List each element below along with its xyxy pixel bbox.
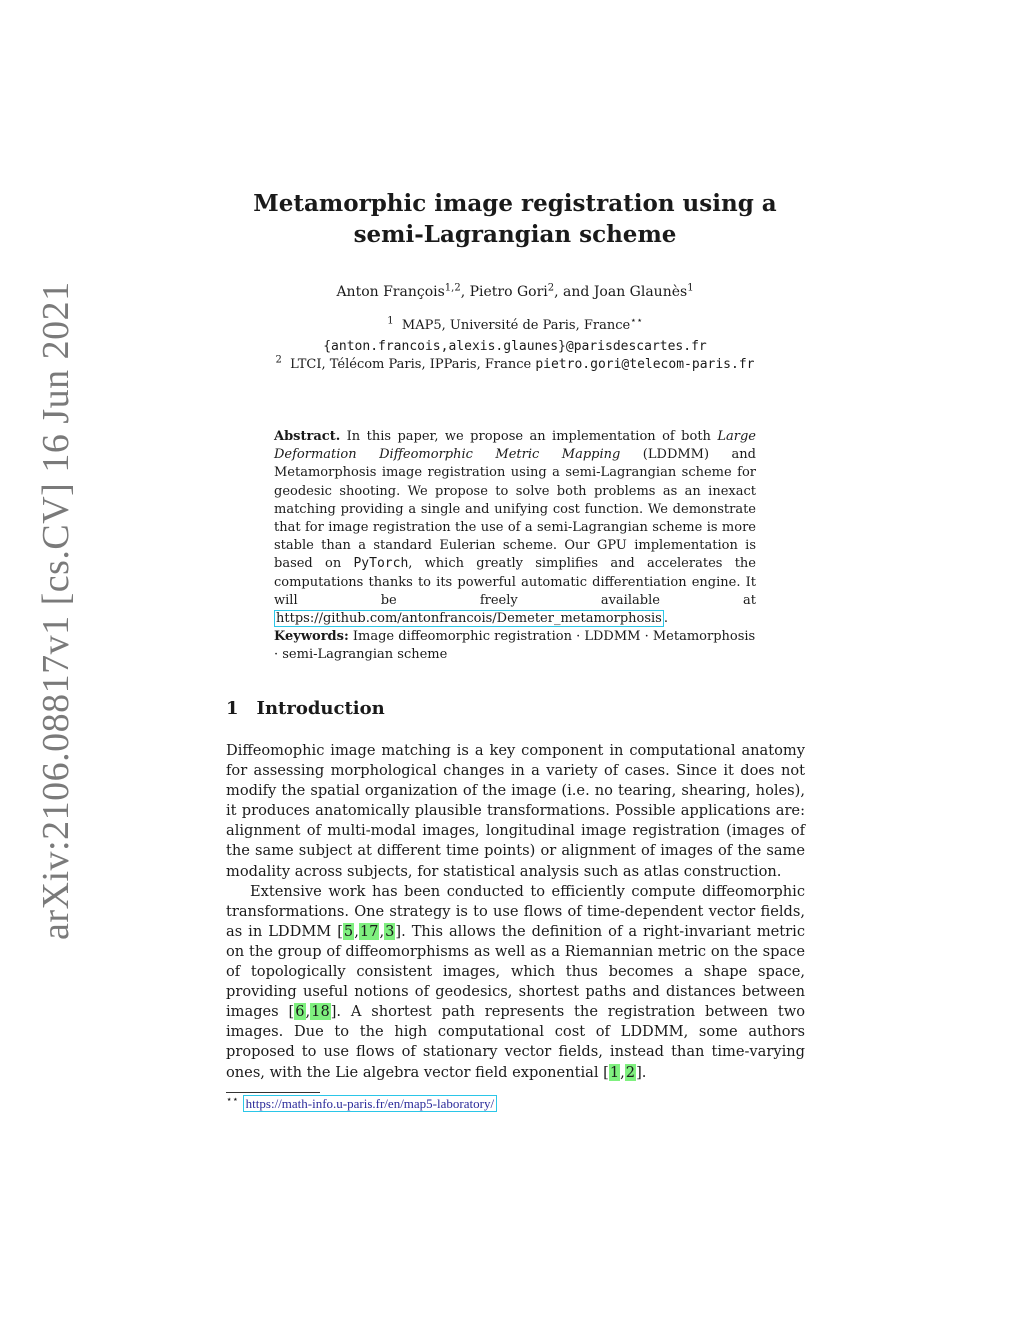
affiliation-2 [225, 354, 805, 372]
abstract-text-1: In this paper, we propose an implementation of both [340, 429, 718, 444]
section-number: 1 [226, 698, 239, 719]
citation-3[interactable]: 3 [385, 922, 395, 940]
citation-18[interactable]: 18 [311, 1003, 330, 1021]
keywords [274, 628, 756, 664]
author-2-sup: 2 [547, 282, 555, 294]
citation-1[interactable]: 1 [609, 1063, 620, 1081]
title-line-2: semi-Lagrangian scheme [353, 221, 677, 248]
abstract-text-2: (LDDMM) and Metamorphosis image registration using a semi-Lagrangian scheme for geodesic shooting. We propose to solve both problems as an inexact matching providing a single and unifying cost function. We demonstrate that for image registration the use of a semi-Lagrangian scheme is more stable than a standard Eulerian scheme. Our GPU implementation is based on [274, 447, 756, 572]
abstract [274, 428, 756, 628]
citation-17[interactable]: 17 [359, 922, 379, 940]
author-1: Anton François [336, 284, 445, 300]
footnote-mark: ⋆⋆ [226, 1094, 239, 1106]
affiliation-1-mark: 1 [387, 315, 394, 327]
affiliation-1 [225, 315, 805, 333]
keywords-text: Image diffeomorphic registration · LDDMM · Metamorphosis · semi-Lagrangian scheme [274, 629, 756, 663]
title-line-1: Metamorphic image registration using a [253, 190, 777, 217]
citation-5[interactable]: 5 [343, 922, 354, 940]
p2-text-a: Extensive work has been conducted to efficiently compute diffeomorphic transformations. One strategy is to use flows of time-dependent vector fields, as in LDDMM [ [226, 882, 805, 940]
email-2: pietro.gori@telecom-paris.fr [535, 357, 755, 372]
author-2: , Pietro Gori [460, 284, 548, 300]
footnote-rule [226, 1092, 320, 1093]
section-title: Introduction [256, 698, 385, 719]
abstract-italic: Large Deformation Diffeomorphic Metric Mapping [274, 429, 756, 463]
authors [225, 284, 805, 300]
citation-6[interactable]: 6 [295, 1003, 305, 1021]
affiliation-1-star: ⋆⋆ [630, 315, 643, 327]
github-link[interactable]: https://github.com/antonfrancois/Demeter_metamorphosis [276, 611, 662, 627]
p2-text-c: ]. A shortest path represents the registration between two images. Due to the high computational cost of LDDMM, some authors proposed to use flows of stationary vector fields, instead than time-varying ones, with the Lie algebra vector field exponential [ [226, 1003, 805, 1081]
abstract-text-3: , which greatly simplifies and accelerates the computations thanks to its powerful automatic differentiation engine. It will be freely available at [274, 556, 756, 608]
affiliation-2-text: LTCI, Télécom Paris, IPParis, France [290, 357, 532, 372]
p2-comma-3: , [305, 1003, 311, 1021]
p2-comma-2: , [379, 922, 385, 940]
section-heading [226, 698, 385, 719]
abstract-label: Abstract. [274, 429, 341, 444]
author-3: , and Joan Glaunès [554, 284, 688, 300]
p2-text-b: ]. This allows the definition of a right-invariant metric on the group of diffeomorphisms as well as a Riemannian metric on the space of topologically consistent images, which thus becomes a shape space, providing useful notions of geodesics, shortest paths and distances between images [ [226, 922, 805, 1021]
pytorch-code: PyTorch [353, 556, 409, 572]
p2-text-d: ]. [636, 1063, 647, 1081]
author-3-sup: 1 [687, 282, 694, 294]
arxiv-margin-label: arXiv:2106.08817v1 [cs.CV] 16 Jun 2021 [35, 281, 77, 940]
map5-link[interactable]: https://math-info.u-paris.fr/en/map5-laboratory/ [243, 1095, 497, 1112]
affiliation-1-text: MAP5, Université de Paris, France [401, 318, 631, 333]
paper-title [225, 188, 805, 250]
footnote [226, 1096, 497, 1112]
citation-2[interactable]: 2 [625, 1063, 636, 1081]
intro-body [226, 741, 805, 1083]
p2-comma-1: , [354, 922, 359, 940]
intro-paragraph-1: Diffeomophic image matching is a key component in computational anatomy for assessing morphological changes in a variety of cases. Since it does not modify the spatial organization of the image (i.e. no tearing, shearing, holes), it produces anatomically plausible transformations. Possible applications are: alignment of multi-modal images, longitudinal image registration (images of the same subject at different time points) or alignment of images of the same modality across subjects, for statistical analysis such as atlas construction. [226, 742, 805, 880]
abstract-text-4: . [663, 611, 668, 627]
author-1-sup: 1,2 [444, 282, 461, 294]
p2-comma-4: , [620, 1063, 625, 1081]
email-1: {anton.francois,alexis.glaunes}@parisdescartes.fr [323, 339, 707, 354]
intro-paragraph-2 [226, 882, 805, 1083]
affiliation-2-mark: 2 [275, 354, 282, 366]
keywords-label: Keywords: [274, 629, 349, 644]
